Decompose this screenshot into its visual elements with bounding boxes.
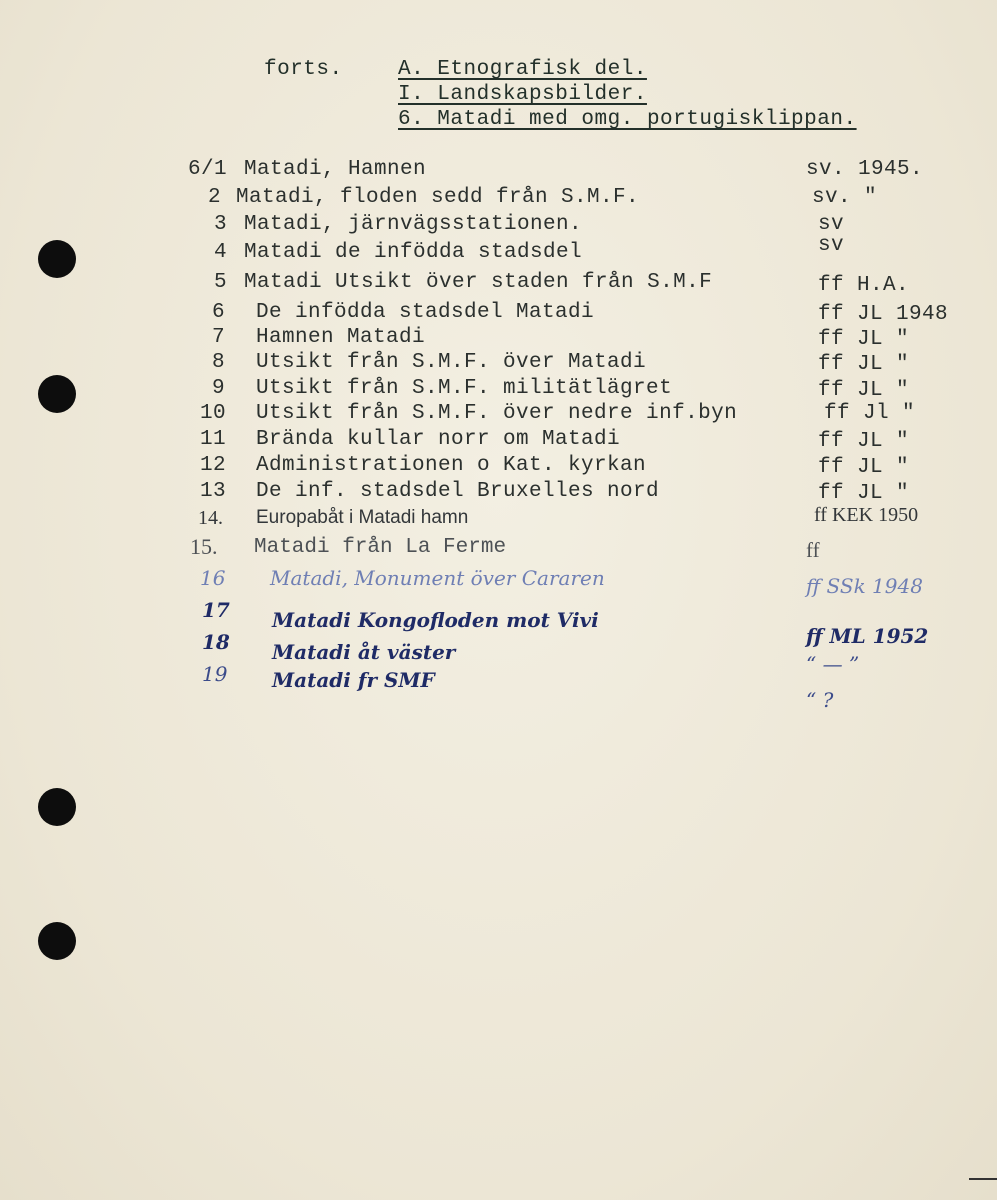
- row-number: 15.: [190, 534, 218, 559]
- row-number: 12: [200, 454, 227, 477]
- row-code: ff Jl ": [824, 402, 916, 425]
- row-title: Matadi, Monument över Cararen: [270, 566, 605, 590]
- row-number: 17: [202, 598, 230, 622]
- row-number: 2: [208, 186, 222, 209]
- row-number: 14.: [198, 507, 223, 529]
- row-title: Brända kullar norr om Matadi: [256, 428, 621, 451]
- header-subsection: I. Landskapsbilder.: [398, 83, 647, 106]
- row-code: sv. 1945.: [806, 158, 924, 181]
- row-code: ff JL ": [818, 353, 910, 376]
- row-title: Matadi fr SMF: [272, 668, 435, 692]
- row-number: 18: [202, 630, 230, 654]
- row-title: Matadi Utsikt över staden från S.M.F: [244, 271, 713, 294]
- punch-hole: [38, 922, 76, 960]
- header-section: A. Etnografisk del.: [398, 58, 647, 81]
- punch-hole: [38, 788, 76, 826]
- row-code: “ ?: [806, 688, 834, 712]
- row-title: Utsikt från S.M.F. över nedre inf.byn: [256, 402, 738, 425]
- row-title: Matadi, Hamnen: [244, 158, 427, 181]
- header-prefix: forts.: [264, 58, 343, 81]
- row-title: Administrationen o Kat. kyrkan: [256, 454, 647, 477]
- row-code: ff H.A.: [818, 274, 910, 297]
- row-code: ff JL ": [818, 379, 910, 402]
- row-number: 11: [200, 428, 227, 451]
- row-number: 13: [200, 480, 227, 503]
- row-title: De infödda stadsdel Matadi: [256, 301, 595, 324]
- row-code: ff JL ": [818, 430, 910, 453]
- row-code: ff KEK 1950: [814, 504, 919, 526]
- row-title: Matadi åt väster: [272, 640, 456, 664]
- row-number: 3: [214, 213, 228, 236]
- row-title: Matadi de infödda stadsdel: [244, 241, 583, 264]
- row-code: sv: [818, 213, 845, 236]
- row-code: ff ML 1952: [806, 624, 929, 648]
- row-code: ff: [806, 538, 820, 562]
- row-number: 16: [200, 566, 226, 590]
- row-title: Matadi, järnvägsstationen.: [244, 213, 583, 236]
- row-title: Hamnen Matadi: [256, 326, 426, 349]
- row-title: Matadi från La Ferme: [254, 536, 507, 559]
- row-code: ff JL 1948: [818, 303, 949, 326]
- row-code: “ — ”: [806, 652, 860, 676]
- row-title: De inf. stadsdel Bruxelles nord: [256, 480, 660, 503]
- row-code: ff JL ": [818, 456, 910, 479]
- row-number: 19: [202, 662, 228, 686]
- row-title: Matadi Kongofloden mot Vivi: [272, 608, 599, 632]
- row-number: 7: [212, 326, 226, 349]
- row-number: 6/1: [188, 158, 228, 181]
- row-title: Matadi, floden sedd från S.M.F.: [236, 186, 640, 209]
- row-number: 8: [212, 351, 226, 374]
- row-number: 6: [212, 301, 226, 324]
- row-code: sv: [818, 234, 845, 257]
- row-title: Utsikt från S.M.F. militätlägret: [256, 377, 673, 400]
- row-code: ff JL ": [818, 328, 910, 351]
- row-code: ff SSk 1948: [806, 574, 923, 598]
- row-title: Utsikt från S.M.F. över Matadi: [256, 351, 647, 374]
- row-code: sv. ": [812, 186, 878, 209]
- row-number: 10: [200, 402, 227, 425]
- page-edge-mark: [969, 1178, 997, 1180]
- row-code: ff JL ": [818, 482, 910, 505]
- row-number: 4: [214, 241, 228, 264]
- punch-hole: [38, 240, 76, 278]
- row-number: 9: [212, 377, 226, 400]
- punch-hole: [38, 375, 76, 413]
- row-title: Europabåt i Matadi hamn: [256, 507, 469, 528]
- row-number: 5: [214, 271, 228, 294]
- header-topic: 6. Matadi med omg. portugisklippan.: [398, 108, 857, 131]
